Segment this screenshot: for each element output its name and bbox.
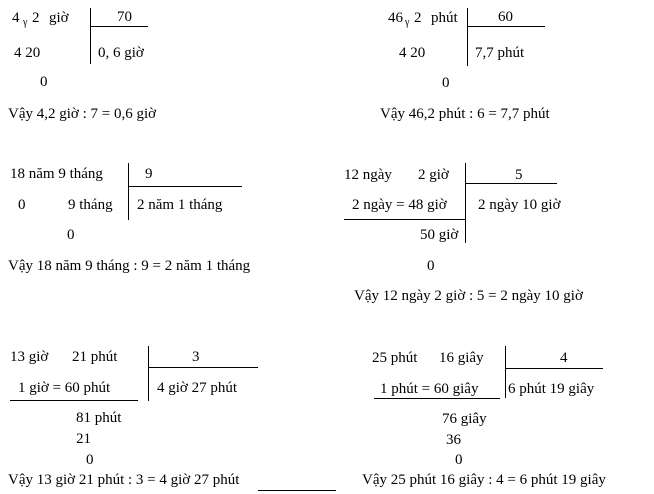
- p2-dividend-int: 46: [388, 10, 403, 26]
- p2-remainder: 0: [442, 75, 450, 91]
- p2-division-bar: [467, 8, 468, 66]
- p4-quotient: 2 ngày 10 giờ: [478, 197, 561, 213]
- p2-divisor: 60: [498, 9, 513, 25]
- p5-underline-fragment: [258, 490, 336, 491]
- p6-remainder: 0: [455, 452, 463, 468]
- p4-dividend-left: 12 ngày: [344, 167, 392, 183]
- p5-remainder: 0: [86, 452, 94, 468]
- p4-convert: 2 ngày = 48 giờ: [352, 197, 447, 213]
- p1-division-bar: [90, 8, 91, 64]
- p4-subtract-rule: [344, 219, 466, 220]
- p1-step: 4 20: [14, 45, 41, 61]
- p2-carry-mark: γ: [405, 17, 410, 28]
- p1-divisor-rule: [90, 26, 148, 27]
- p5-divisor: 3: [192, 349, 200, 365]
- p4-subtotal: 50 giờ: [420, 227, 459, 243]
- p4-divisor-rule: [465, 183, 557, 184]
- p6-convert: 1 phút = 60 giây: [380, 381, 479, 397]
- p2-step: 4 20: [399, 45, 426, 61]
- p3-division-bar: [128, 163, 129, 220]
- p1-remainder: 0: [40, 74, 48, 90]
- p3-remainder: 0: [67, 227, 75, 243]
- p6-division-bar: [505, 346, 506, 398]
- p1-dividend-int: 4: [12, 10, 20, 26]
- p1-dividend-unit: giờ: [49, 10, 69, 26]
- p4-remainder: 0: [427, 258, 435, 274]
- p6-subtract-rule: [374, 398, 500, 399]
- p5-dividend-right: 21 phút: [72, 349, 118, 365]
- p3-conclusion: Vậy 18 năm 9 tháng : 9 = 2 năm 1 tháng: [8, 258, 251, 274]
- p3-divisor-rule: [128, 186, 242, 187]
- p6-dividend-left: 25 phút: [372, 350, 418, 366]
- p3-rem-left: 0: [18, 197, 26, 213]
- p6-divisor-rule: [505, 368, 603, 369]
- p1-conclusion: Vậy 4,2 giờ : 7 = 0,6 giờ: [8, 106, 157, 122]
- p1-quotient: 0, 6 giờ: [98, 45, 144, 61]
- p5-divisor-rule: [148, 367, 258, 368]
- p4-division-bar: [465, 163, 466, 243]
- p6-subtotal: 76 giây: [442, 411, 487, 427]
- p6-divisor: 4: [560, 350, 568, 366]
- p1-dividend-dec: 2: [32, 10, 40, 26]
- p5-dividend-left: 13 giờ: [10, 349, 49, 365]
- p4-dividend-right: 2 giờ: [418, 167, 449, 183]
- p3-rem-right: 9 tháng: [68, 197, 113, 213]
- p2-dividend-unit: phút: [431, 10, 458, 26]
- p5-conclusion: Vậy 13 giờ 21 phút : 3 = 4 giờ 27 phút: [8, 472, 240, 488]
- p3-divisor: 9: [145, 166, 153, 182]
- p4-divisor: 5: [515, 167, 523, 183]
- p2-quotient: 7,7 phút: [475, 45, 525, 61]
- p1-divisor: 70: [117, 9, 132, 25]
- p5-quotient: 4 giờ 27 phút: [157, 380, 238, 396]
- p4-conclusion: Vậy 12 ngày 2 giờ : 5 = 2 ngày 10 giờ: [354, 288, 583, 304]
- p3-dividend: 18 năm 9 tháng: [10, 166, 103, 182]
- p2-dividend-dec: 2: [414, 10, 422, 26]
- p5-division-bar: [148, 346, 149, 401]
- p5-subtotal: 81 phút: [76, 410, 122, 426]
- p6-conclusion: Vậy 25 phút 16 giây : 4 = 6 phút 19 giây: [362, 472, 606, 488]
- p5-convert: 1 giờ = 60 phút: [18, 380, 111, 396]
- p5-step: 21: [76, 431, 91, 447]
- p3-quotient: 2 năm 1 tháng: [137, 197, 223, 213]
- p2-conclusion: Vậy 46,2 phút : 6 = 7,7 phút: [380, 106, 550, 122]
- p2-divisor-rule: [467, 26, 545, 27]
- p6-step: 36: [446, 432, 461, 448]
- p1-carry-mark: γ: [23, 17, 28, 28]
- p6-dividend-right: 16 giây: [439, 350, 484, 366]
- p6-quotient: 6 phút 19 giây: [508, 381, 595, 397]
- p5-subtract-rule: [10, 400, 138, 401]
